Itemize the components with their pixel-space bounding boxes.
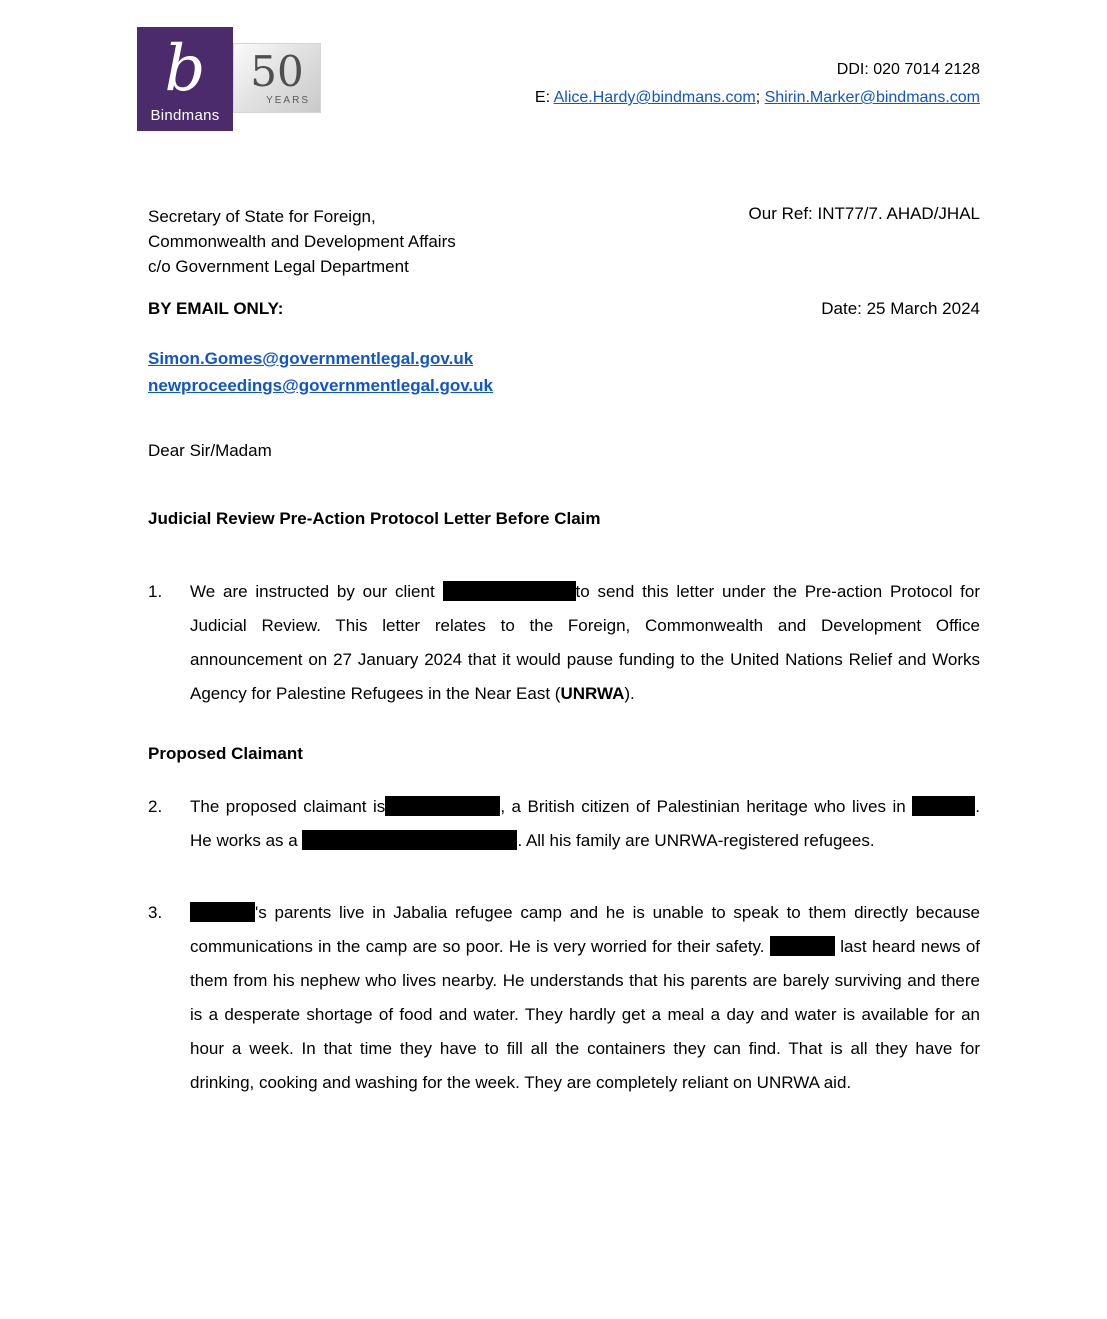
logo-b-glyph: b [164, 32, 206, 106]
redaction-box [190, 902, 255, 922]
text-run: ). [624, 684, 635, 703]
redaction-box [770, 936, 835, 956]
email-label: E: [534, 89, 554, 106]
paragraph-number: 3. [148, 903, 163, 922]
redaction-box [443, 581, 576, 601]
paragraph-text [190, 575, 980, 711]
redaction-box [912, 796, 975, 816]
gov-email-links [148, 345, 980, 399]
gov-email-link-2[interactable]: newproceedings@governmentlegal.gov.uk [148, 376, 493, 395]
paragraph-3 [148, 896, 980, 1100]
redaction-box [385, 796, 500, 816]
text-run: 's parents live in Jabalia refugee camp and he is unable to speak to them directly because communications in the camp are so poor. He is very worried for their safety. [190, 903, 980, 956]
anniversary-number: 50 [250, 46, 304, 96]
our-ref: Our Ref: INT77/7. AHAD/JHAL [748, 204, 980, 223]
paragraph-number: 1. [148, 582, 163, 601]
delivery-date-row [148, 299, 980, 319]
ddi-number: DDI: 020 7014 2128 [836, 61, 980, 78]
paragraph-2 [148, 790, 980, 858]
text-run: . All his family are UNRWA-registered refugees. [517, 831, 875, 850]
paragraph-number: 2. [148, 797, 163, 816]
paragraph-text [190, 790, 980, 858]
text-run: . He works as a [190, 797, 980, 850]
logo-mark [137, 27, 233, 131]
by-email-label: BY EMAIL ONLY: [148, 299, 284, 318]
recipient-line: Commonwealth and Development Affairs [148, 232, 456, 251]
gov-email-link-1[interactable]: Simon.Gomes@governmentlegal.gov.uk [148, 349, 474, 368]
address-reference-row [148, 204, 980, 279]
brand-name: Bindmans [150, 107, 220, 124]
text-run: last heard news of them from his nephew who lives nearby. He understands that his parents are barely surviving and there is a desperate shortage of food and water. They hardly get a meal a day and water is available for an hour a week. In that time they have to fill all the containers they can find. That is all they have for drinking, cooking and washing for the week. They are completely reliant on UNRWA aid. [190, 937, 980, 1092]
letterhead [148, 27, 980, 131]
recipient-line: c/o Government Legal Department [148, 257, 409, 276]
text-run: The proposed claimant is [190, 797, 386, 816]
recipient-address [148, 204, 456, 279]
contact-block [535, 61, 980, 107]
paragraph-1 [148, 575, 980, 711]
recipient-line: Secretary of State for Foreign, [148, 207, 376, 226]
subject-heading: Judicial Review Pre-Action Protocol Letter Before Claim [148, 509, 601, 528]
section-heading-proposed-claimant: Proposed Claimant [148, 744, 303, 763]
text-run: UNRWA [560, 684, 625, 703]
bindmans-logo [137, 27, 321, 131]
text-run: , a British citizen of Palestinian heritage who lives in [500, 797, 913, 816]
email-link-alice[interactable]: Alice.Hardy@bindmans.com [553, 89, 756, 106]
anniversary-label: YEARS [266, 94, 310, 106]
paragraph-text [190, 896, 980, 1100]
salutation: Dear Sir/Madam [148, 441, 272, 460]
anniversary-badge [233, 43, 321, 113]
letter-date: Date: 25 March 2024 [821, 299, 980, 318]
email-separator: ; [755, 89, 765, 106]
email-link-shirin[interactable]: Shirin.Marker@bindmans.com [764, 89, 980, 106]
text-run: to send this letter under the Pre-action Protocol for Judicial Review. This letter relates to the Foreign, Commonwealth and Development Office announcement on 27 January 2024 that it would pause funding to the United Nations Relief and Works Agency for Palestine Refugees in the Near East ( [190, 582, 981, 703]
email-contacts [535, 89, 980, 107]
text-run: We are instructed by our client [190, 582, 443, 601]
redaction-box [302, 830, 517, 850]
